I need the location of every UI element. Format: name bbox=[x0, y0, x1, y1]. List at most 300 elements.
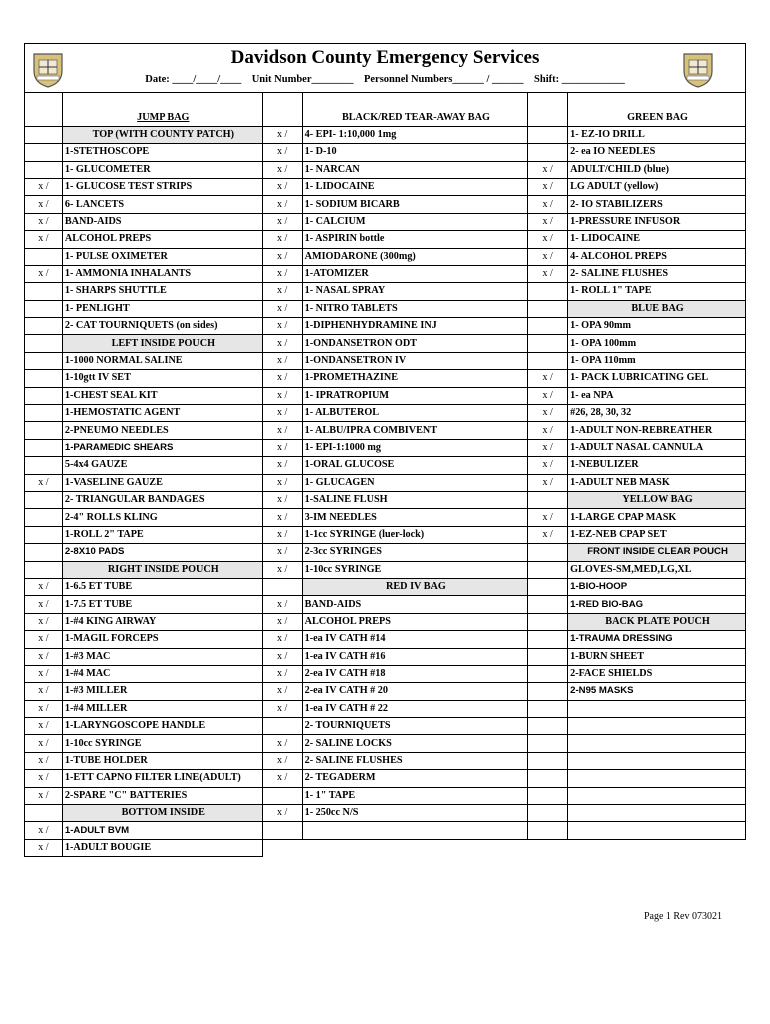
check-mark-cell[interactable]: x / bbox=[262, 631, 302, 648]
table-row bbox=[25, 196, 746, 213]
check-mark-cell[interactable]: x / bbox=[262, 422, 302, 439]
check-mark-cell[interactable] bbox=[528, 700, 568, 717]
table-row bbox=[25, 213, 746, 230]
checklist-sheet bbox=[24, 43, 746, 922]
item-cell: 1-STETHOSCOPE bbox=[62, 144, 262, 161]
check-mark-cell[interactable]: x / bbox=[25, 178, 63, 195]
check-mark-cell[interactable]: x / bbox=[262, 665, 302, 682]
item-cell: 2-8X10 PADS bbox=[62, 544, 262, 561]
check-mark-cell[interactable]: x / bbox=[25, 196, 63, 213]
check-mark-cell[interactable]: x / bbox=[262, 770, 302, 787]
item-cell: 1- ALBU/IPRA COMBIVENT bbox=[302, 422, 528, 439]
item-cell: AMIODARONE (300mg) bbox=[302, 248, 528, 265]
check-mark-cell[interactable]: x / bbox=[25, 596, 63, 613]
item-cell: 1-EZ-NEB CPAP SET bbox=[568, 526, 746, 543]
check-mark-cell[interactable] bbox=[528, 822, 568, 839]
item-cell bbox=[568, 770, 746, 787]
item-cell: 1-ADULT NEB MASK bbox=[568, 474, 746, 491]
page-title: Davidson County Emergency Services bbox=[230, 47, 540, 68]
check-mark-cell[interactable]: x / bbox=[25, 770, 63, 787]
table-row bbox=[25, 718, 746, 735]
item-cell: 1- LIDOCAINE bbox=[302, 178, 528, 195]
section-header: FRONT INSIDE CLEAR POUCH bbox=[568, 544, 746, 561]
check-mark-cell[interactable]: x / bbox=[25, 718, 63, 735]
item-cell: GLOVES-SM,MED,LG,XL bbox=[568, 561, 746, 578]
table-row bbox=[25, 283, 746, 300]
table-row bbox=[25, 300, 746, 317]
section-header: LEFT INSIDE POUCH bbox=[62, 335, 262, 352]
item-cell: 1-TRAUMA DRESSING bbox=[568, 631, 746, 648]
check-mark-cell[interactable] bbox=[25, 405, 63, 422]
item-cell: 1-10cc SYRINGE bbox=[302, 561, 528, 578]
check-mark-cell[interactable]: x / bbox=[25, 752, 63, 769]
table-row bbox=[25, 665, 746, 682]
item-cell: 1-MAGIL FORCEPS bbox=[62, 631, 262, 648]
item-cell: 1- ALBUTEROL bbox=[302, 405, 528, 422]
table-row bbox=[25, 474, 746, 491]
check-mark-cell[interactable]: x / bbox=[262, 805, 302, 822]
check-mark-cell[interactable] bbox=[25, 144, 63, 161]
item-cell bbox=[568, 718, 746, 735]
check-mark-cell[interactable]: x / bbox=[25, 735, 63, 752]
table-row bbox=[25, 370, 746, 387]
table-row bbox=[25, 822, 746, 839]
check-mark-cell[interactable]: x / bbox=[262, 700, 302, 717]
check-mark-cell[interactable] bbox=[528, 613, 568, 630]
item-cell: 2- SALINE LOCKS bbox=[302, 735, 528, 752]
check-mark-cell[interactable]: x / bbox=[262, 352, 302, 369]
check-mark-cell[interactable] bbox=[25, 352, 63, 369]
item-cell: ADULT/CHILD (blue) bbox=[568, 161, 746, 178]
item-cell bbox=[568, 700, 746, 717]
check-mark-cell[interactable] bbox=[528, 787, 568, 804]
item-cell bbox=[568, 822, 746, 839]
county-seal-icon bbox=[681, 51, 715, 89]
section-header: RED IV BAG bbox=[302, 578, 528, 595]
item-cell: 3-IM NEEDLES bbox=[302, 509, 528, 526]
item-cell: 1- PACK LUBRICATING GEL bbox=[568, 370, 746, 387]
check-mark-cell[interactable]: x / bbox=[262, 318, 302, 335]
table-row bbox=[25, 231, 746, 248]
check-mark-cell[interactable]: x / bbox=[262, 491, 302, 508]
check-mark-cell[interactable]: x / bbox=[262, 683, 302, 700]
item-cell: 6- LANCETS bbox=[62, 196, 262, 213]
green-bag-header: GREEN BAG bbox=[568, 109, 746, 126]
check-mark-cell[interactable]: x / bbox=[25, 613, 63, 630]
check-mark-cell[interactable]: x / bbox=[25, 700, 63, 717]
item-cell: 1-ADULT NON-REBREATHER bbox=[568, 422, 746, 439]
item-cell: 2- SALINE FLUSHES bbox=[568, 265, 746, 282]
check-mark-cell[interactable] bbox=[25, 544, 63, 561]
check-mark-cell[interactable]: x / bbox=[262, 561, 302, 578]
check-mark-cell[interactable]: x / bbox=[528, 213, 568, 230]
item-cell: #26, 28, 30, 32 bbox=[568, 405, 746, 422]
check-mark-cell[interactable]: x / bbox=[25, 265, 63, 282]
check-mark-cell[interactable] bbox=[262, 718, 302, 735]
table-row bbox=[25, 631, 746, 648]
table-row bbox=[25, 596, 746, 613]
item-cell: 1-ADULT BOUGIE bbox=[62, 839, 262, 856]
check-mark-cell[interactable] bbox=[262, 822, 302, 839]
check-mark-cell[interactable] bbox=[528, 561, 568, 578]
item-cell: 1-ONDANSETRON ODT bbox=[302, 335, 528, 352]
item-cell: 1-#3 MILLER bbox=[62, 683, 262, 700]
table-row bbox=[25, 805, 746, 822]
check-mark-cell[interactable]: x / bbox=[262, 248, 302, 265]
check-mark-cell[interactable] bbox=[528, 300, 568, 317]
item-cell bbox=[568, 735, 746, 752]
check-mark-cell[interactable] bbox=[528, 805, 568, 822]
item-cell: 1-7.5 ET TUBE bbox=[62, 596, 262, 613]
check-mark-cell[interactable] bbox=[25, 439, 63, 456]
check-mark-cell[interactable] bbox=[528, 752, 568, 769]
item-cell: 1-ea IV CATH #14 bbox=[302, 631, 528, 648]
item-cell: 2-ea IV CATH #18 bbox=[302, 665, 528, 682]
item-cell: 1- EZ-IO DRILL bbox=[568, 126, 746, 143]
item-cell: 1-#4 MILLER bbox=[62, 700, 262, 717]
check-mark-cell[interactable] bbox=[528, 544, 568, 561]
check-mark-cell[interactable]: x / bbox=[262, 526, 302, 543]
section-header: BACK PLATE POUCH bbox=[568, 613, 746, 630]
table-row bbox=[25, 787, 746, 804]
table-row bbox=[25, 318, 746, 335]
item-cell: 1- PENLIGHT bbox=[62, 300, 262, 317]
check-mark-cell[interactable] bbox=[25, 457, 63, 474]
item-cell: 1-#4 KING AIRWAY bbox=[62, 613, 262, 630]
item-cell bbox=[302, 839, 528, 856]
item-cell: 1-10cc SYRINGE bbox=[62, 735, 262, 752]
item-cell: 1- NITRO TABLETS bbox=[302, 300, 528, 317]
check-mark-cell[interactable]: x / bbox=[262, 613, 302, 630]
item-cell: 1-RED BIO-BAG bbox=[568, 596, 746, 613]
item-cell: LG ADULT (yellow) bbox=[568, 178, 746, 195]
item-cell: 1- GLUCOSE TEST STRIPS bbox=[62, 178, 262, 195]
table-row bbox=[25, 422, 746, 439]
check-mark-cell[interactable]: x / bbox=[528, 439, 568, 456]
item-cell: 1- 250cc N/S bbox=[302, 805, 528, 822]
item-cell: ALCOHOL PREPS bbox=[302, 613, 528, 630]
item-cell: 1- GLUCAGEN bbox=[302, 474, 528, 491]
check-mark-cell[interactable] bbox=[25, 509, 63, 526]
check-mark-cell[interactable]: x / bbox=[262, 126, 302, 143]
check-mark-cell[interactable]: x / bbox=[528, 248, 568, 265]
check-mark-cell[interactable]: x / bbox=[262, 231, 302, 248]
item-cell: 1- NARCAN bbox=[302, 161, 528, 178]
check-mark-cell[interactable]: x / bbox=[528, 474, 568, 491]
item-cell: 1-ATOMIZER bbox=[302, 265, 528, 282]
item-cell: 1- SHARPS SHUTTLE bbox=[62, 283, 262, 300]
item-cell: 1-PARAMEDIC SHEARS bbox=[62, 439, 262, 456]
check-mark-cell[interactable]: x / bbox=[528, 178, 568, 195]
table-row bbox=[25, 700, 746, 717]
item-cell: 1- D-10 bbox=[302, 144, 528, 161]
check-mark-cell[interactable]: x / bbox=[262, 752, 302, 769]
check-mark-cell[interactable]: x / bbox=[25, 231, 63, 248]
item-cell: 1-BIO-HOOP bbox=[568, 578, 746, 595]
item-cell: ALCOHOL PREPS bbox=[62, 231, 262, 248]
table-row bbox=[25, 335, 746, 352]
item-cell: 2-FACE SHIELDS bbox=[568, 665, 746, 682]
check-mark-cell[interactable] bbox=[528, 491, 568, 508]
black-red-bag-header: BLACK/RED TEAR-AWAY BAG bbox=[302, 109, 528, 126]
item-cell: 2-ea IV CATH # 20 bbox=[302, 683, 528, 700]
check-mark-cell[interactable]: x / bbox=[528, 422, 568, 439]
check-mark-cell[interactable]: x / bbox=[262, 648, 302, 665]
check-mark-cell[interactable]: x / bbox=[262, 300, 302, 317]
check-mark-cell[interactable] bbox=[262, 839, 302, 856]
check-mark-cell[interactable]: x / bbox=[528, 457, 568, 474]
section-header: BLUE BAG bbox=[568, 300, 746, 317]
item-cell: 1-ORAL GLUCOSE bbox=[302, 457, 528, 474]
item-cell: 1- SODIUM BICARB bbox=[302, 196, 528, 213]
check-mark-cell[interactable] bbox=[528, 631, 568, 648]
item-cell: 1-VASELINE GAUZE bbox=[62, 474, 262, 491]
item-cell: 1-PROMETHAZINE bbox=[302, 370, 528, 387]
check-mark-cell[interactable]: x / bbox=[262, 544, 302, 561]
item-cell: 1-LARGE CPAP MASK bbox=[568, 509, 746, 526]
item-cell bbox=[568, 752, 746, 769]
check-mark-cell[interactable] bbox=[25, 335, 63, 352]
check-mark-cell[interactable]: x / bbox=[528, 509, 568, 526]
item-cell bbox=[568, 805, 746, 822]
check-mark-cell[interactable]: x / bbox=[25, 787, 63, 804]
page-footer: Page 1 Rev 073021 bbox=[643, 911, 722, 922]
check-mark-cell[interactable] bbox=[528, 352, 568, 369]
item-cell: 1- OPA 90mm bbox=[568, 318, 746, 335]
check-mark-cell[interactable]: x / bbox=[262, 735, 302, 752]
check-mark-cell[interactable]: x / bbox=[25, 839, 63, 856]
check-mark-cell[interactable] bbox=[25, 283, 63, 300]
check-mark-cell[interactable] bbox=[528, 144, 568, 161]
section-header: TOP (WITH COUNTY PATCH) bbox=[62, 126, 262, 143]
item-cell: 2- ea IO NEEDLES bbox=[568, 144, 746, 161]
table-row bbox=[25, 439, 746, 456]
check-mark-cell[interactable]: x / bbox=[262, 213, 302, 230]
item-cell: 1- OPA 110mm bbox=[568, 352, 746, 369]
check-mark-cell[interactable]: x / bbox=[262, 178, 302, 195]
check-mark-cell[interactable] bbox=[528, 718, 568, 735]
item-cell: 1-CHEST SEAL KIT bbox=[62, 387, 262, 404]
check-mark-cell[interactable] bbox=[25, 491, 63, 508]
item-cell: 1-ADULT NASAL CANNULA bbox=[568, 439, 746, 456]
check-mark-cell[interactable]: x / bbox=[262, 509, 302, 526]
item-cell: 5-4x4 GAUZE bbox=[62, 457, 262, 474]
table-row bbox=[25, 144, 746, 161]
table-row bbox=[25, 405, 746, 422]
item-cell: 1-LARYNGOSCOPE HANDLE bbox=[62, 718, 262, 735]
item-cell: 1- NASAL SPRAY bbox=[302, 283, 528, 300]
check-mark-cell[interactable]: x / bbox=[262, 161, 302, 178]
check-mark-cell[interactable] bbox=[528, 578, 568, 595]
check-mark-cell[interactable]: x / bbox=[528, 370, 568, 387]
section-header: RIGHT INSIDE POUCH bbox=[62, 561, 262, 578]
table-row bbox=[25, 491, 746, 508]
item-cell: 1-ROLL 2" TAPE bbox=[62, 526, 262, 543]
check-mark-cell[interactable] bbox=[25, 387, 63, 404]
table-row bbox=[25, 457, 746, 474]
check-mark-cell[interactable] bbox=[528, 735, 568, 752]
section-header: YELLOW BAG bbox=[568, 491, 746, 508]
item-cell: 2- TRIANGULAR BANDAGES bbox=[62, 491, 262, 508]
check-mark-cell[interactable]: x / bbox=[262, 405, 302, 422]
check-mark-cell[interactable]: x / bbox=[262, 596, 302, 613]
item-cell: 1-ADULT BVM bbox=[62, 822, 262, 839]
table-row bbox=[25, 544, 746, 561]
table-row bbox=[25, 509, 746, 526]
item-cell: 1- ea NPA bbox=[568, 387, 746, 404]
table-row bbox=[25, 770, 746, 787]
check-mark-cell[interactable]: x / bbox=[25, 474, 63, 491]
check-mark-cell[interactable]: x / bbox=[262, 196, 302, 213]
check-mark-cell[interactable]: x / bbox=[262, 439, 302, 456]
item-cell: 1-#4 MAC bbox=[62, 665, 262, 682]
check-mark-cell[interactable]: x / bbox=[25, 578, 63, 595]
table-row bbox=[25, 265, 746, 282]
table-row bbox=[25, 387, 746, 404]
table-row bbox=[25, 648, 746, 665]
column-header-row bbox=[25, 109, 746, 126]
item-cell bbox=[568, 839, 746, 856]
item-cell: 1- AMMONIA INHALANTS bbox=[62, 265, 262, 282]
check-mark-cell[interactable] bbox=[25, 318, 63, 335]
check-mark-cell[interactable] bbox=[528, 335, 568, 352]
table-row bbox=[25, 561, 746, 578]
check-mark-cell[interactable] bbox=[25, 300, 63, 317]
check-mark-cell[interactable]: x / bbox=[528, 196, 568, 213]
item-cell: 1- EPI-1:1000 mg bbox=[302, 439, 528, 456]
check-mark-cell[interactable]: x / bbox=[528, 387, 568, 404]
item-cell: 2-4" ROLLS KLING bbox=[62, 509, 262, 526]
item-cell: 1-1cc SYRINGE (luer-lock) bbox=[302, 526, 528, 543]
item-cell: 1- 1" TAPE bbox=[302, 787, 528, 804]
item-cell: 1- IPRATROPIUM bbox=[302, 387, 528, 404]
item-cell: 1- ROLL 1" TAPE bbox=[568, 283, 746, 300]
item-cell: 1- OPA 100mm bbox=[568, 335, 746, 352]
check-mark-cell[interactable]: x / bbox=[25, 683, 63, 700]
item-cell: 1- PULSE OXIMETER bbox=[62, 248, 262, 265]
table-row bbox=[25, 839, 746, 856]
item-cell: 1-DIPHENHYDRAMINE INJ bbox=[302, 318, 528, 335]
check-mark-cell[interactable] bbox=[25, 126, 63, 143]
check-mark-cell[interactable] bbox=[528, 683, 568, 700]
check-mark-cell[interactable] bbox=[25, 805, 63, 822]
item-cell: 2-N95 MASKS bbox=[568, 683, 746, 700]
check-mark-cell[interactable] bbox=[25, 526, 63, 543]
check-mark-cell[interactable]: x / bbox=[528, 405, 568, 422]
item-cell: 1-PRESSURE INFUSOR bbox=[568, 213, 746, 230]
table-row bbox=[25, 161, 746, 178]
item-cell: 2-PNEUMO NEEDLES bbox=[62, 422, 262, 439]
table-row bbox=[25, 735, 746, 752]
check-mark-cell[interactable]: x / bbox=[528, 231, 568, 248]
jump-bag-header: JUMP BAG bbox=[62, 109, 262, 126]
item-cell: 2- CAT TOURNIQUETS (on sides) bbox=[62, 318, 262, 335]
check-mark-cell[interactable]: x / bbox=[262, 370, 302, 387]
check-mark-cell[interactable]: x / bbox=[25, 213, 63, 230]
check-mark-cell[interactable]: x / bbox=[262, 265, 302, 282]
check-mark-cell[interactable] bbox=[25, 248, 63, 265]
check-mark-cell[interactable] bbox=[528, 126, 568, 143]
check-mark-cell[interactable] bbox=[25, 370, 63, 387]
check-mark-cell[interactable] bbox=[25, 422, 63, 439]
check-mark-cell[interactable] bbox=[528, 839, 568, 856]
check-mark-cell[interactable] bbox=[528, 665, 568, 682]
item-cell: 4- ALCOHOL PREPS bbox=[568, 248, 746, 265]
check-mark-cell[interactable]: x / bbox=[528, 526, 568, 543]
check-mark-cell[interactable]: x / bbox=[528, 265, 568, 282]
check-mark-cell[interactable] bbox=[25, 161, 63, 178]
table-row bbox=[25, 248, 746, 265]
check-mark-cell[interactable]: x / bbox=[262, 387, 302, 404]
table-row bbox=[25, 683, 746, 700]
check-mark-cell[interactable] bbox=[528, 318, 568, 335]
check-mark-cell[interactable]: x / bbox=[25, 822, 63, 839]
item-cell: 2- IO STABILIZERS bbox=[568, 196, 746, 213]
check-mark-cell[interactable]: x / bbox=[25, 631, 63, 648]
check-mark-cell[interactable] bbox=[528, 770, 568, 787]
check-mark-cell[interactable]: x / bbox=[528, 161, 568, 178]
item-cell: BAND-AIDS bbox=[302, 596, 528, 613]
item-cell: 1-BURN SHEET bbox=[568, 648, 746, 665]
check-mark-cell[interactable] bbox=[528, 648, 568, 665]
item-cell: 1-10gtt IV SET bbox=[62, 370, 262, 387]
item-cell: 2- TEGADERM bbox=[302, 770, 528, 787]
item-cell: 1-ea IV CATH # 22 bbox=[302, 700, 528, 717]
item-cell: 1-ea IV CATH #16 bbox=[302, 648, 528, 665]
header-box bbox=[24, 43, 746, 93]
item-cell: 1-#3 MAC bbox=[62, 648, 262, 665]
item-cell: 1-TUBE HOLDER bbox=[62, 752, 262, 769]
item-cell bbox=[568, 787, 746, 804]
check-mark-cell[interactable] bbox=[528, 283, 568, 300]
check-mark-cell[interactable]: x / bbox=[25, 665, 63, 682]
table-row bbox=[25, 578, 746, 595]
item-cell: 1-ETT CAPNO FILTER LINE(ADULT) bbox=[62, 770, 262, 787]
item-cell: 1-ONDANSETRON IV bbox=[302, 352, 528, 369]
check-mark-cell[interactable]: x / bbox=[262, 283, 302, 300]
item-cell: 1- CALCIUM bbox=[302, 213, 528, 230]
table-row bbox=[25, 178, 746, 195]
table-row bbox=[25, 126, 746, 143]
check-mark-cell[interactable]: x / bbox=[262, 474, 302, 491]
check-mark-cell[interactable]: x / bbox=[262, 144, 302, 161]
check-mark-cell[interactable]: x / bbox=[262, 457, 302, 474]
item-cell: 4- EPI- 1:10,000 1mg bbox=[302, 126, 528, 143]
item-cell: 1-SALINE FLUSH bbox=[302, 491, 528, 508]
table-row bbox=[25, 526, 746, 543]
table-row bbox=[25, 613, 746, 630]
item-cell: 1- GLUCOMETER bbox=[62, 161, 262, 178]
inventory-table bbox=[24, 92, 746, 857]
table-row bbox=[25, 352, 746, 369]
item-cell: 2- TOURNIQUETS bbox=[302, 718, 528, 735]
check-mark-cell[interactable] bbox=[25, 561, 63, 578]
item-cell: 1-1000 NORMAL SALINE bbox=[62, 352, 262, 369]
check-mark-cell[interactable] bbox=[262, 578, 302, 595]
check-mark-cell[interactable]: x / bbox=[25, 648, 63, 665]
item-cell: 1-NEBULIZER bbox=[568, 457, 746, 474]
item-cell: BAND-AIDS bbox=[62, 213, 262, 230]
item-cell: 2-SPARE "C" BATTERIES bbox=[62, 787, 262, 804]
check-mark-cell[interactable]: x / bbox=[262, 335, 302, 352]
item-cell: 1- ASPIRIN bottle bbox=[302, 231, 528, 248]
item-cell: 2- SALINE FLUSHES bbox=[302, 752, 528, 769]
item-cell bbox=[302, 822, 528, 839]
section-header: BOTTOM INSIDE bbox=[62, 805, 262, 822]
check-mark-cell[interactable] bbox=[262, 787, 302, 804]
form-fields-line: Date: ____/____/____ Unit Number________ Personnel Numbers______ / ______ Shift: ____________ bbox=[145, 74, 625, 85]
check-mark-cell[interactable] bbox=[528, 596, 568, 613]
